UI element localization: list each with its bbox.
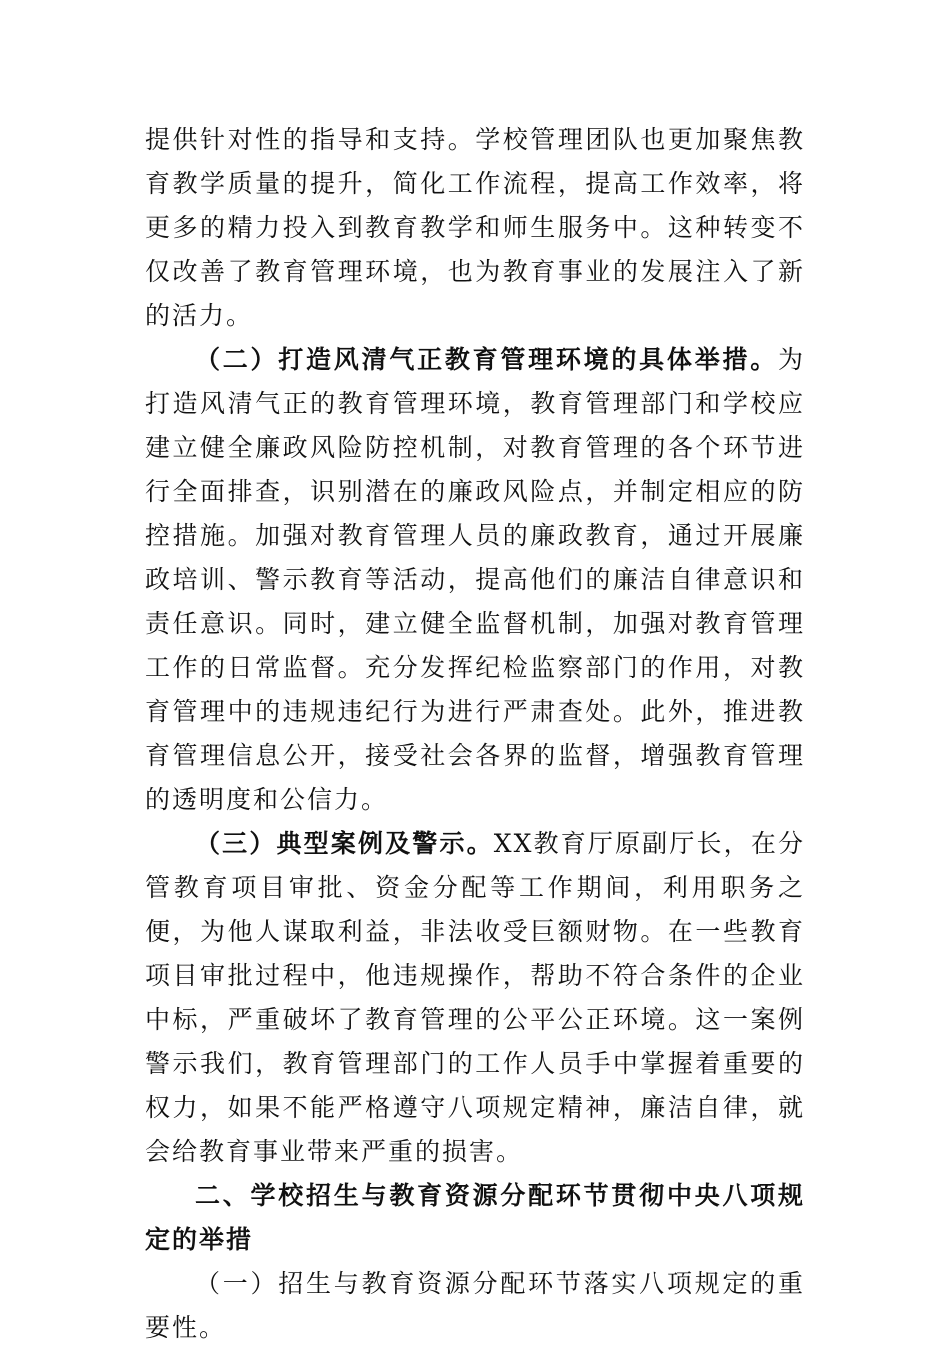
document-body [145, 118, 805, 1350]
section-2-title: （二）打造风清气正教育管理环境的具体举措。 [195, 345, 778, 374]
paragraph-continuation: 提供针对性的指导和支持。学校管理团队也更加聚焦教育教学质量的提升，简化工作流程，提高工作效率，将更多的精力投入到教育教学和师生服务中。这种转变不仅改善了教育管理环境，也为教育事业的发展注入了新的活力。 [145, 125, 805, 330]
section-2-body: 为打造风清气正的教育管理环境，教育管理部门和学校应建立健全廉政风险防控机制，对教育管理的各个环节进行全面排查，识别潜在的廉政风险点，并制定相应的防控措施。加强对教育管理人员的廉政教育，通过开展廉政培训、警示教育等活动，提高他们的廉洁自律意识和责任意识。同时，建立健全监督机制，加强对教育管理工作的日常监督。充分发挥纪检监察部门的作用，对教育管理中的违规违纪行为进行严肃查处。此外，推进教育管理信息公开，接受社会各界的监督，增强教育管理的透明度和公信力。 [145, 345, 805, 814]
section-3-title: （三）典型案例及警示。 [195, 829, 494, 858]
chapter-heading: 二、学校招生与教育资源分配环节贯彻中央八项规定的举措 [145, 1181, 805, 1254]
subsection-1-title: （一）招生与教育资源分配环节落实八项规定的重要性。 [145, 1269, 805, 1342]
section-2-paragraph [145, 338, 805, 822]
section-3-body: XX教育厅原副厅长，在分管教育项目审批、资金分配等工作期间，利用职务之便，为他人谋取利益，非法收受巨额财物。在一些教育项目审批过程中，他违规操作，帮助不符合条件的企业中标，严重破坏了教育管理的公平公正环境。这一案例警示我们，教育管理部门的工作人员手中掌握着重要的权力，如果不能严格遵守八项规定精神，廉洁自律，就会给教育事业带来严重的损害。 [145, 829, 805, 1166]
subsection-1-paragraph [145, 1262, 805, 1350]
section-3-paragraph [145, 822, 805, 1174]
